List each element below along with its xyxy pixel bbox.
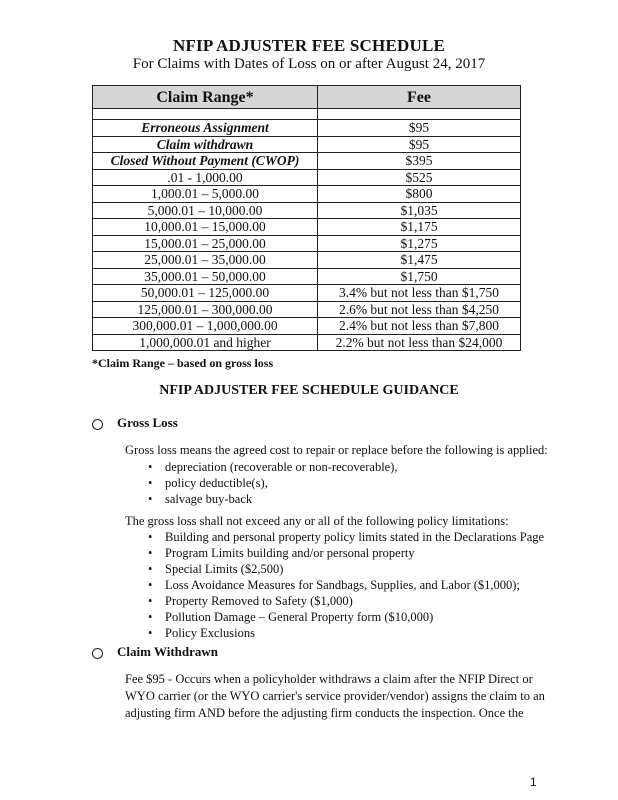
circle-bullet-icon (92, 648, 103, 659)
fee-cell: 3.4% but not less than $1,750 (318, 285, 521, 302)
claim-range-cell: 15,000.01 – 25,000.00 (93, 235, 318, 252)
limits-intro: The gross loss shall not exceed any or all of the following policy limitations: (125, 514, 509, 528)
table-footnote: *Claim Range – based on gross loss (92, 356, 274, 370)
section-gross-loss (92, 415, 178, 431)
claim-range-cell: .01 - 1,000.00 (93, 169, 318, 186)
claim-range-cell: 10,000.01 – 15,000.00 (93, 219, 318, 236)
claim-withdrawn-text: Fee $95 - Occurs when a policyholder withdraws a claim after the NFIP Direct or WYO carrier (or the WYO carrier's service provider/vendor) assigns the claim to an adjusting firm AND before the adjusting firm conducts the inspection. Once the (125, 672, 545, 720)
list-item: • depreciation (recoverable or non-recoverable), (148, 459, 398, 475)
claim-range-cell: 5,000.01 – 10,000.00 (93, 202, 318, 219)
claim-range-cell: 50,000.01 – 125,000.00 (93, 285, 318, 302)
list-item: • Property Removed to Safety ($1,000) (148, 593, 544, 609)
table-row (93, 301, 521, 318)
claim-range-cell: 25,000.01 – 35,000.00 (93, 252, 318, 269)
limit-items-list (148, 529, 544, 641)
claim-range-cell: Erroneous Assignment (93, 120, 318, 137)
table-row (93, 202, 521, 219)
page-number: 1 (530, 775, 537, 789)
list-item: • policy deductible(s), (148, 475, 398, 491)
list-item: • Special Limits ($2,500) (148, 561, 544, 577)
section-claim-withdrawn (92, 644, 218, 660)
list-item: • Pollution Damage – General Property form ($10,000) (148, 609, 544, 625)
list-item: • Loss Avoidance Measures for Sandbags, Supplies, and Labor ($1,000); (148, 577, 544, 593)
blank-row (93, 109, 521, 120)
table-row (93, 136, 521, 153)
table-row (93, 235, 521, 252)
fee-cell: $95 (318, 136, 521, 153)
section-heading: Claim Withdrawn (117, 644, 219, 659)
table-row (93, 153, 521, 170)
fee-cell: $95 (318, 120, 521, 137)
table-row (93, 252, 521, 269)
claim-range-cell: 1,000.01 – 5,000.00 (93, 186, 318, 203)
page-title: NFIP ADJUSTER FEE SCHEDULE (172, 36, 446, 55)
list-item: • salvage buy-back (148, 491, 398, 507)
table-row (93, 186, 521, 203)
claim-range-cell: 300,000.01 – 1,000,000.00 (93, 318, 318, 335)
guidance-title: NFIP ADJUSTER FEE SCHEDULE GUIDANCE (159, 383, 459, 398)
fee-cell: 2.4% but not less than $7,800 (318, 318, 521, 335)
fee-cell: $800 (318, 186, 521, 203)
gross-loss-intro: Gross loss means the agreed cost to repair or replace before the following is applied: (125, 443, 548, 457)
table-row (93, 120, 521, 137)
table-row (93, 285, 521, 302)
list-item: • Building and personal property policy limits stated in the Declarations Page (148, 529, 544, 545)
fee-cell: 2.6% but not less than $4,250 (318, 301, 521, 318)
list-item: • Program Limits building and/or personal property (148, 545, 544, 561)
section-heading: Gross Loss (117, 415, 178, 430)
table-row (93, 219, 521, 236)
list-item: • Policy Exclusions (148, 625, 544, 641)
claim-range-cell: Claim withdrawn (93, 136, 318, 153)
fee-cell: $1,750 (318, 268, 521, 285)
table-row (93, 169, 521, 186)
fee-cell: $395 (318, 153, 521, 170)
fee-table-body (93, 109, 521, 351)
fee-cell: 2.2% but not less than $24,000 (318, 334, 521, 351)
fee-cell: $1,035 (318, 202, 521, 219)
table-row (93, 334, 521, 351)
claim-range-cell: Closed Without Payment (CWOP) (93, 153, 318, 170)
table-header-row (93, 86, 521, 109)
column-header-claim-range: Claim Range* (93, 86, 318, 109)
table-row (93, 318, 521, 335)
applied-items-list (148, 459, 398, 507)
claim-range-cell: 125,000.01 – 300,000.00 (93, 301, 318, 318)
fee-schedule-table (92, 85, 521, 351)
claim-range-cell: 1,000,000.01 and higher (93, 334, 318, 351)
page-subtitle: For Claims with Dates of Loss on or after August 24, 2017 (132, 56, 486, 72)
table-row (93, 268, 521, 285)
claim-range-cell: 35,000.01 – 50,000.00 (93, 268, 318, 285)
column-header-fee: Fee (318, 86, 521, 109)
circle-bullet-icon (92, 419, 103, 430)
fee-cell: $1,475 (318, 252, 521, 269)
fee-cell: $525 (318, 169, 521, 186)
fee-cell: $1,275 (318, 235, 521, 252)
fee-cell: $1,175 (318, 219, 521, 236)
